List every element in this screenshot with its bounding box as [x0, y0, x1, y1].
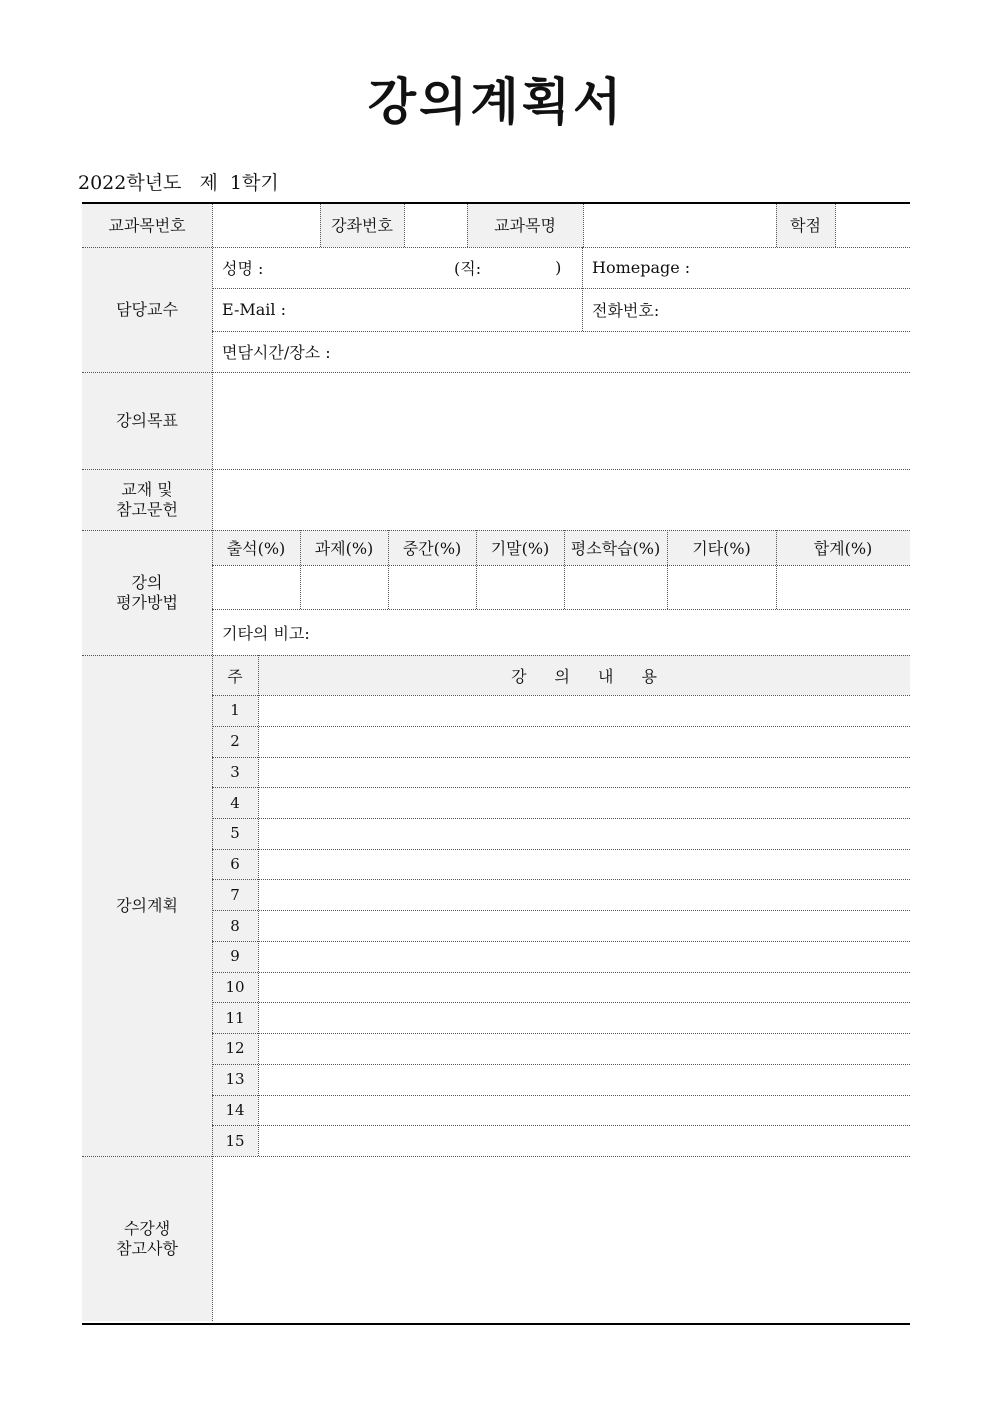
course-name-label: 교과목명 — [494, 215, 556, 235]
eval-col-final: 기말(%) — [490, 539, 550, 558]
week-number: 15 — [225, 1131, 245, 1150]
week-content-field[interactable] — [259, 879, 910, 910]
week-content-field[interactable] — [259, 818, 910, 849]
term-info — [78, 168, 291, 195]
student-notes-line2: 참고사항 — [116, 1238, 178, 1258]
week-number: 8 — [230, 916, 240, 935]
eval-value-attendance[interactable] — [213, 566, 300, 609]
week-number: 14 — [225, 1100, 245, 1119]
eval-col-midterm: 중간(%) — [402, 539, 462, 558]
email-label: E-Mail : — [222, 300, 287, 319]
eval-col-assignment: 과제(%) — [314, 539, 374, 558]
week-number: 10 — [225, 977, 245, 996]
student-notes-line1: 수강생 — [123, 1218, 171, 1238]
eval-value-midterm[interactable] — [389, 566, 476, 609]
credit-field[interactable] — [835, 204, 910, 247]
eval-col-attendance: 출석(%) — [226, 539, 286, 558]
evaluation-label-line2: 평가방법 — [116, 592, 178, 612]
position-close: ) — [555, 258, 562, 277]
credit-label: 학점 — [790, 215, 821, 235]
eval-col-other: 기타(%) — [692, 539, 751, 558]
position-open: (직: — [454, 259, 482, 278]
week-content-field[interactable] — [259, 972, 910, 1003]
week-number: 5 — [230, 824, 240, 843]
week-number: 9 — [230, 947, 240, 966]
evaluation-label-line1: 강의 — [131, 572, 163, 592]
phone-label: 전화번호: — [592, 301, 660, 320]
section-number-label: 강좌번호 — [331, 215, 393, 235]
eval-value-other[interactable] — [668, 566, 776, 609]
week-number: 7 — [230, 885, 240, 904]
textbook-label — [82, 469, 212, 530]
week-number: 1 — [230, 701, 240, 720]
course-number-field[interactable] — [213, 204, 320, 247]
week-number: 2 — [230, 732, 240, 751]
week-content-field[interactable] — [259, 695, 910, 726]
week-content-field[interactable] — [259, 787, 910, 818]
week-content-field[interactable] — [259, 757, 910, 788]
week-content-field[interactable] — [259, 1033, 910, 1064]
week-content-field[interactable] — [259, 910, 910, 941]
week-number: 13 — [225, 1070, 245, 1089]
professor-position-label — [444, 247, 582, 288]
content-header: 강의내용 — [511, 666, 685, 686]
textbook-field[interactable] — [213, 469, 910, 530]
academic-year: 2022학년도 — [78, 172, 182, 194]
week-number: 3 — [230, 762, 240, 781]
eval-value-assignment[interactable] — [301, 566, 388, 609]
eval-notes-label: 기타의 비고: — [222, 623, 310, 643]
course-name-field[interactable] — [583, 204, 776, 247]
office-hours-label: 면담시간/장소 : — [222, 343, 331, 362]
week-content-field[interactable] — [259, 726, 910, 757]
professor-name-label: 성명 : — [222, 259, 264, 278]
week-content-field[interactable] — [259, 1125, 910, 1156]
objectives-field[interactable] — [213, 372, 910, 469]
week-number: 11 — [225, 1008, 245, 1027]
eval-col-daily-learning: 평소학습(%) — [570, 539, 661, 558]
course-number-label: 교과목번호 — [108, 215, 186, 235]
week-content-field[interactable] — [259, 1095, 910, 1126]
week-content-field[interactable] — [259, 1064, 910, 1095]
week-content-field[interactable] — [259, 1002, 910, 1033]
evaluation-label — [82, 530, 212, 655]
eval-value-final[interactable] — [477, 566, 564, 609]
student-notes-label — [82, 1156, 212, 1321]
eval-value-total[interactable] — [777, 566, 910, 609]
eval-value-daily-learning[interactable] — [565, 566, 667, 609]
section-number-field[interactable] — [404, 204, 467, 247]
eval-col-total: 합계(%) — [813, 539, 873, 558]
week-content-field[interactable] — [259, 941, 910, 972]
syllabus-form — [82, 202, 910, 1325]
textbook-label-line2: 참고문헌 — [116, 499, 178, 519]
week-header: 주 — [227, 666, 243, 686]
schedule-label: 강의계획 — [116, 895, 178, 915]
semester: 제 1학기 — [199, 172, 279, 194]
objectives-label: 강의목표 — [116, 410, 178, 430]
professor-section-label: 담당교수 — [116, 299, 178, 319]
homepage-label: Homepage : — [592, 258, 691, 277]
week-content-field[interactable] — [259, 849, 910, 880]
textbook-label-line1: 교재 및 — [121, 479, 173, 499]
student-notes-field[interactable] — [213, 1157, 910, 1321]
week-number: 6 — [230, 855, 240, 874]
page-title: 강의계획서 — [367, 73, 625, 131]
week-number: 12 — [225, 1039, 245, 1058]
week-number: 4 — [230, 793, 240, 812]
